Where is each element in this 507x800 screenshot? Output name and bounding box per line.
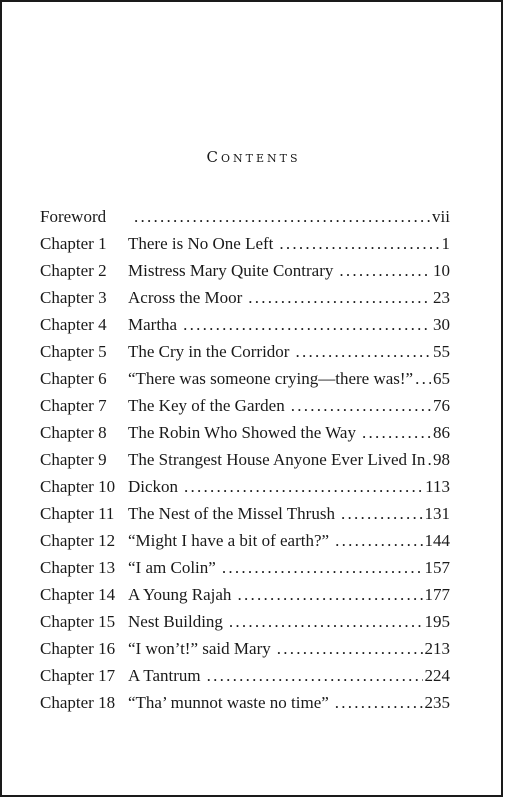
toc-page-number: 10 bbox=[433, 261, 450, 280]
toc-page-number: 213 bbox=[424, 639, 450, 658]
toc-title: Across the Moor bbox=[128, 288, 243, 307]
page-title: Contents bbox=[206, 148, 301, 166]
dot-leader bbox=[341, 500, 423, 527]
toc-row bbox=[40, 311, 450, 338]
toc-page-number: 177 bbox=[424, 585, 450, 604]
toc-title: The Key of the Garden bbox=[128, 396, 285, 415]
toc-row bbox=[40, 419, 450, 446]
toc-page-number: 23 bbox=[433, 288, 450, 307]
toc-title: A Tantrum bbox=[128, 666, 201, 685]
toc-page-number: 98 bbox=[433, 450, 450, 469]
toc-row bbox=[40, 257, 450, 284]
toc-row bbox=[40, 662, 450, 689]
dot-leader bbox=[237, 581, 422, 608]
toc-label: Chapter 2 bbox=[40, 261, 107, 280]
toc-label: Chapter 8 bbox=[40, 423, 107, 442]
toc-title: The Cry in the Corridor bbox=[128, 342, 290, 361]
toc-row bbox=[40, 203, 450, 230]
toc-title: Nest Building bbox=[128, 612, 223, 631]
dot-leader bbox=[134, 203, 430, 230]
toc-label: Chapter 1 bbox=[40, 234, 107, 253]
toc-page-number: vii bbox=[432, 207, 450, 226]
toc-page-number: 113 bbox=[425, 477, 450, 496]
toc-row bbox=[40, 554, 450, 581]
dot-leader bbox=[229, 608, 423, 635]
toc-page-number: 157 bbox=[424, 558, 450, 577]
toc-title: The Nest of the Missel Thrush bbox=[128, 504, 335, 523]
toc-title: “I am Colin” bbox=[128, 558, 216, 577]
toc-page-number: 1 bbox=[441, 234, 450, 253]
dot-leader bbox=[427, 446, 431, 473]
toc-page-number: 65 bbox=[433, 369, 450, 388]
toc-page-number: 131 bbox=[424, 504, 450, 523]
toc-label: Chapter 13 bbox=[40, 558, 116, 577]
toc-label: Chapter 9 bbox=[40, 450, 107, 469]
toc-label: Chapter 15 bbox=[40, 612, 116, 631]
toc-label: Chapter 14 bbox=[40, 585, 116, 604]
dot-leader bbox=[362, 419, 431, 446]
dot-leader bbox=[335, 527, 422, 554]
toc-row bbox=[40, 635, 450, 662]
toc-label: Chapter 6 bbox=[40, 369, 107, 388]
toc-row bbox=[40, 473, 450, 500]
toc-page-number: 30 bbox=[433, 315, 450, 334]
toc-title: The Robin Who Showed the Way bbox=[128, 423, 356, 442]
toc-row bbox=[40, 500, 450, 527]
toc-title: There is No One Left bbox=[128, 234, 274, 253]
dot-leader bbox=[339, 257, 431, 284]
toc-label: Chapter 5 bbox=[40, 342, 107, 361]
toc-label: Chapter 11 bbox=[40, 504, 115, 523]
toc-row bbox=[40, 392, 450, 419]
toc-row bbox=[40, 689, 450, 716]
toc-label: Chapter 17 bbox=[40, 666, 116, 685]
dot-leader bbox=[335, 689, 423, 716]
toc-label: Chapter 10 bbox=[40, 477, 116, 496]
toc-label: Chapter 3 bbox=[40, 288, 107, 307]
toc-row bbox=[40, 608, 450, 635]
toc-row bbox=[40, 338, 450, 365]
toc-title: Dickon bbox=[128, 477, 179, 496]
toc-page-number: 195 bbox=[424, 612, 450, 631]
toc-title: The Strangest House Anyone Ever Lived In bbox=[128, 450, 426, 469]
dot-leader bbox=[222, 554, 423, 581]
dot-leader bbox=[184, 473, 423, 500]
toc-title: Mistress Mary Quite Contrary bbox=[128, 261, 334, 280]
toc-row bbox=[40, 581, 450, 608]
toc-label: Chapter 18 bbox=[40, 693, 116, 712]
toc-title: “I won’t!” said Mary bbox=[128, 639, 271, 658]
dot-leader bbox=[415, 365, 431, 392]
dot-leader bbox=[248, 284, 431, 311]
toc-title: A Young Rajah bbox=[128, 585, 232, 604]
dot-leader bbox=[291, 392, 431, 419]
toc-label: Chapter 16 bbox=[40, 639, 116, 658]
toc-page-number: 55 bbox=[433, 342, 450, 361]
toc-row bbox=[40, 446, 450, 473]
toc-page-number: 86 bbox=[433, 423, 450, 442]
dot-leader bbox=[295, 338, 431, 365]
toc-page-number: 235 bbox=[424, 693, 450, 712]
toc-title: “Tha’ munnot waste no time” bbox=[128, 693, 329, 712]
toc-page-number: 144 bbox=[424, 531, 450, 550]
toc-title: “There was someone crying—there was!” bbox=[128, 369, 414, 388]
dot-leader bbox=[183, 311, 431, 338]
toc-label: Chapter 4 bbox=[40, 315, 107, 334]
table-of-contents bbox=[40, 203, 450, 716]
toc-label: Chapter 7 bbox=[40, 396, 107, 415]
toc-title: “Might I have a bit of earth?” bbox=[128, 531, 330, 550]
toc-row bbox=[40, 527, 450, 554]
toc-row bbox=[40, 230, 450, 257]
dot-leader bbox=[207, 662, 423, 689]
toc-title: Martha bbox=[128, 315, 178, 334]
toc-label: Foreword bbox=[40, 207, 107, 226]
toc-page-number: 224 bbox=[424, 666, 450, 685]
toc-page-number: 76 bbox=[433, 396, 450, 415]
dot-leader bbox=[279, 230, 439, 257]
toc-row bbox=[40, 365, 450, 392]
dot-leader bbox=[277, 635, 423, 662]
toc-label: Chapter 12 bbox=[40, 531, 116, 550]
toc-row bbox=[40, 284, 450, 311]
